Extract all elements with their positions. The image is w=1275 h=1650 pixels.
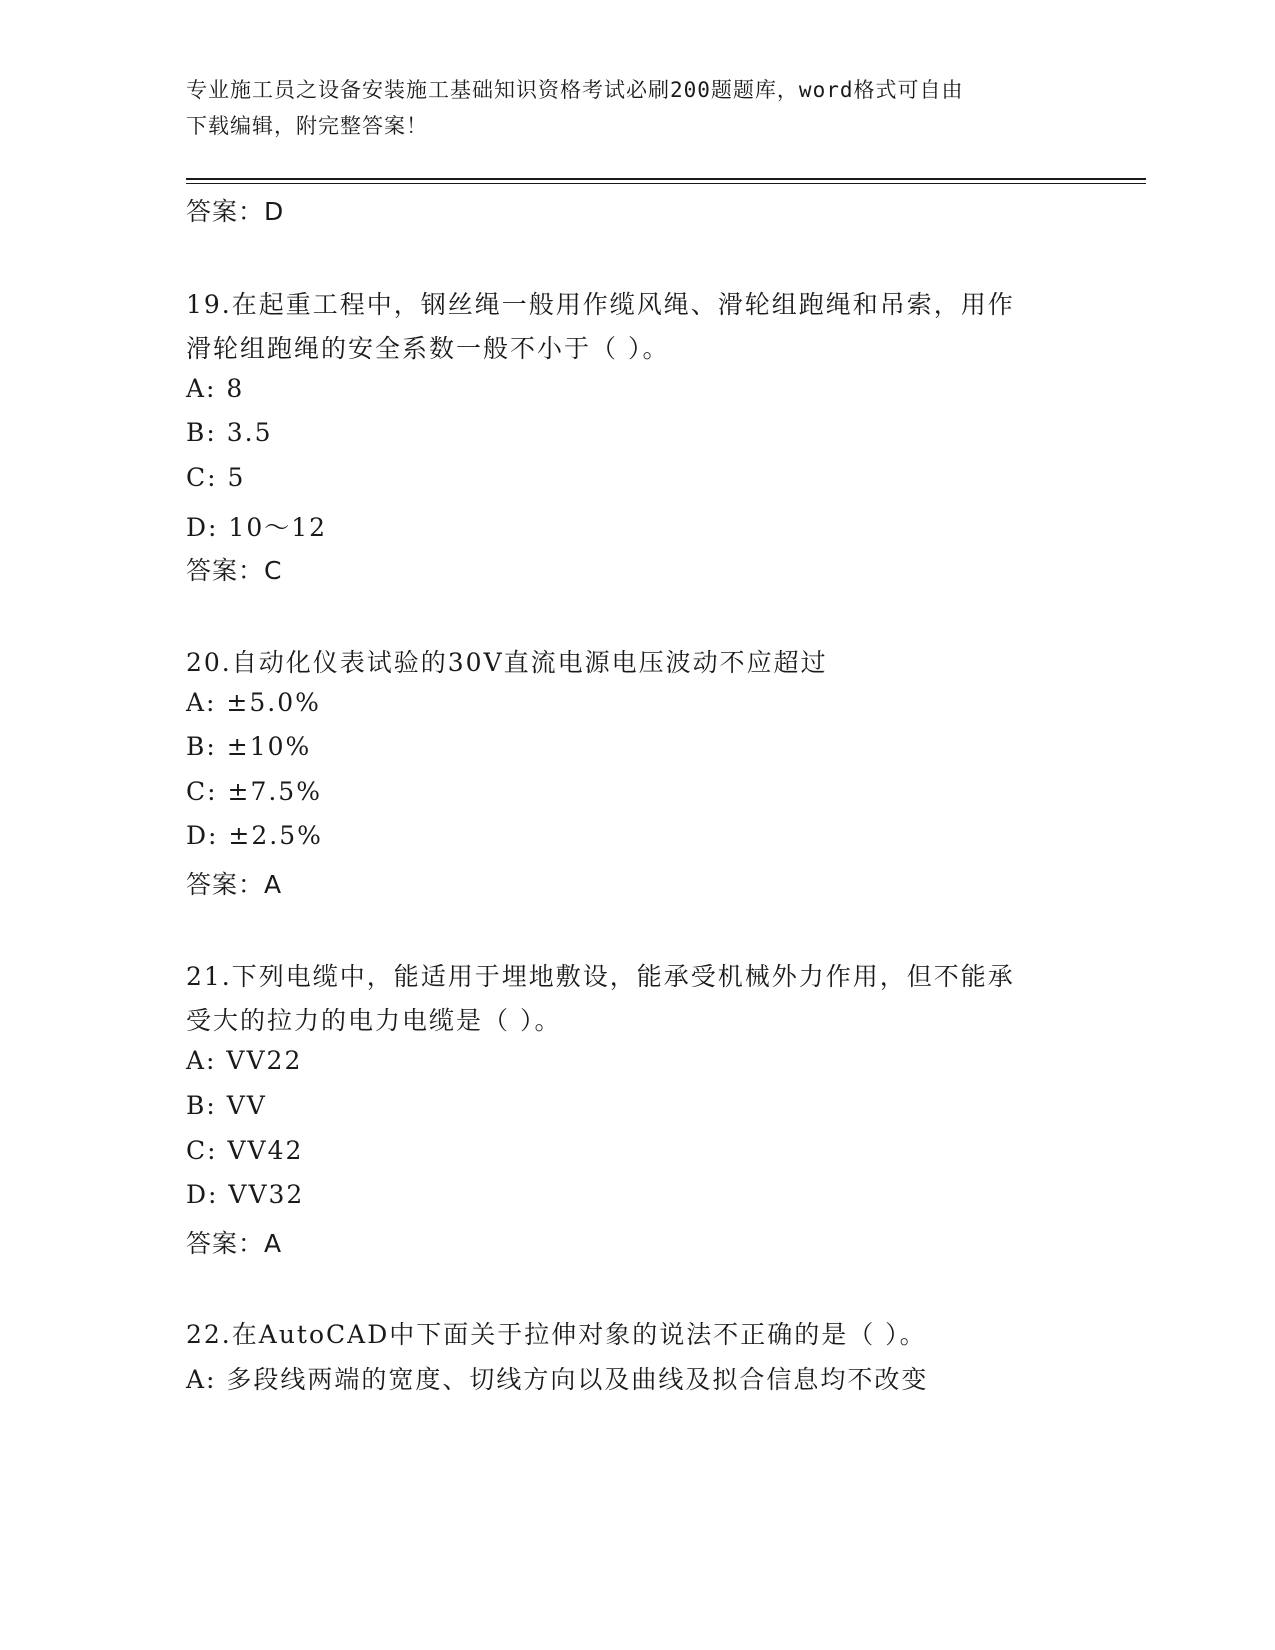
q19-option-a: A: 8 [186,374,245,403]
q19-stem-line-1: 19.在起重工程中，钢丝绳一般用作缆风绳、滑轮组跑绳和吊索，用作 [186,290,1015,319]
q20-option-b: B: ±10% [186,732,312,761]
q21-stem-line-2: 受大的拉力的电力电缆是（ ）。 [186,1006,562,1035]
page-header [186,72,1086,144]
q22-option-a: A: 多段线两端的宽度、切线方向以及曲线及拟合信息均不改变 [186,1365,929,1394]
q20-stem-line-1: 20.自动化仪表试验的30V直流电源电压波动不应超过 [186,648,828,677]
q22-stem-line-1: 22.在AutoCAD中下面关于拉伸对象的说法不正确的是（ ）。 [186,1320,927,1349]
q21-option-c: C: VV42 [186,1136,304,1165]
q20-option-a: A: ±5.0% [186,688,321,717]
header-divider-thick [186,178,1146,180]
q20-option-c: C: ±7.5% [186,777,322,806]
q19-answer: 答案：C [186,556,283,585]
answer-previous: 答案：D [186,197,285,226]
q19-option-d: D: 10～12 [186,513,328,542]
header-line-2: 下载编辑，附完整答案！ [186,114,428,138]
header-divider-thin [186,183,1146,184]
q21-option-a: A: VV22 [186,1046,303,1075]
q21-answer: 答案：A [186,1229,283,1258]
q19-option-b: B: 3.5 [186,418,273,447]
q19-option-c: C: 5 [186,463,246,492]
q20-answer: 答案：A [186,870,283,899]
q21-option-b: B: VV [186,1091,267,1120]
q21-stem-line-1: 21.下列电缆中，能适用于埋地敷设，能承受机械外力作用，但不能承 [186,962,1015,991]
header-line-1: 专业施工员之设备安装施工基础知识资格考试必刷200题题库，word格式可自由 [186,78,964,102]
q19-stem-line-2: 滑轮组跑绳的安全系数一般不小于（ ）。 [186,334,670,363]
q21-option-d: D: VV32 [186,1180,305,1209]
q20-option-d: D: ±2.5% [186,821,323,850]
